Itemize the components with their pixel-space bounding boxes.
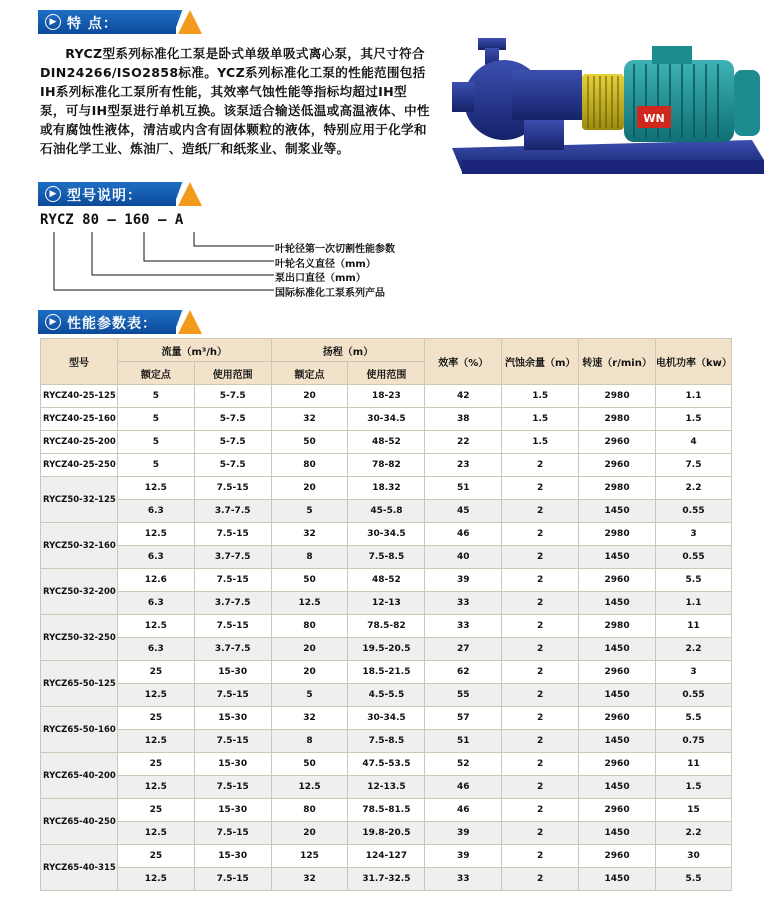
table-row <box>41 523 732 546</box>
col-header-efficiency: 效率（%） <box>425 339 502 385</box>
cell-hr: 47.5-53.5 <box>348 753 425 776</box>
table-row <box>41 546 732 569</box>
section-header-features <box>38 10 200 34</box>
table-row <box>41 799 732 822</box>
cell-qr: 3.7-7.5 <box>194 546 271 569</box>
cell-kw: 2.2 <box>656 477 732 500</box>
cell-hr: 48-52 <box>348 431 425 454</box>
cell-hr: 12-13 <box>348 592 425 615</box>
cell-hr: 19.5-20.5 <box>348 638 425 661</box>
cell-qr: 15-30 <box>194 661 271 684</box>
cell-h: 12.5 <box>271 776 348 799</box>
cell-rpm: 2980 <box>579 477 656 500</box>
cell-eff: 62 <box>425 661 502 684</box>
cell-h: 32 <box>271 523 348 546</box>
cell-model: RYCZ40-25-125 <box>41 385 118 408</box>
cell-kw: 5.5 <box>656 707 732 730</box>
cell-q: 12.5 <box>117 684 194 707</box>
cell-kw: 2.2 <box>656 822 732 845</box>
cell-npsh: 2 <box>502 684 579 707</box>
cell-kw: 3 <box>656 523 732 546</box>
cell-eff: 23 <box>425 454 502 477</box>
section-header-model <box>38 182 200 206</box>
cell-eff: 46 <box>425 799 502 822</box>
table-row <box>41 408 732 431</box>
cell-q: 12.6 <box>117 569 194 592</box>
cell-rpm: 2960 <box>579 454 656 477</box>
table-body <box>41 385 732 891</box>
model-code-connectors <box>40 228 280 298</box>
intro-paragraph: RYCZ型系列标准化工泵是卧式单级单吸式离心泵，其尺寸符合DIN24266/ISO2858标准。YCZ系列标准化工泵的性能范围包括IH系列标准化工泵所有性能，其效率气蚀性能等指标均超过IH型泵，可与IH型泵进行单机互换。该泵适合输送低温或高温液体、中性或有腐蚀性液体，清洁或内含有固体颗粒的液体，特别应用于化学和石油化学工业、炼油厂、造纸厂和纸浆业、制浆业等。 <box>40 46 430 156</box>
cell-model: RYCZ65-50-125 <box>41 661 118 707</box>
table-row <box>41 822 732 845</box>
cell-model: RYCZ40-25-200 <box>41 431 118 454</box>
col-header-head: 扬程（m） <box>271 339 425 362</box>
cell-h: 32 <box>271 707 348 730</box>
cell-q: 12.5 <box>117 730 194 753</box>
cell-hr: 78.5-81.5 <box>348 799 425 822</box>
cell-kw: 3 <box>656 661 732 684</box>
legend-item: 国际标准化工泵系列产品 <box>275 288 385 299</box>
cell-model: RYCZ50-32-200 <box>41 569 118 615</box>
cell-qr: 5-7.5 <box>194 431 271 454</box>
cell-qr: 7.5-15 <box>194 868 271 891</box>
table-row <box>41 477 732 500</box>
legend-item: 叶轮名义直径（mm） <box>275 259 376 270</box>
cell-npsh: 1.5 <box>502 431 579 454</box>
cell-q: 12.5 <box>117 523 194 546</box>
col-subheader: 使用范围 <box>348 362 425 385</box>
cell-qr: 7.5-15 <box>194 615 271 638</box>
cell-rpm: 1450 <box>579 500 656 523</box>
table-row <box>41 661 732 684</box>
cell-q: 6.3 <box>117 500 194 523</box>
cell-qr: 7.5-15 <box>194 569 271 592</box>
cell-h: 20 <box>271 477 348 500</box>
cell-rpm: 2960 <box>579 569 656 592</box>
cell-rpm: 1450 <box>579 868 656 891</box>
cell-hr: 48-52 <box>348 569 425 592</box>
cell-qr: 7.5-15 <box>194 776 271 799</box>
cell-h: 32 <box>271 868 348 891</box>
cell-qr: 3.7-7.5 <box>194 500 271 523</box>
cell-eff: 57 <box>425 707 502 730</box>
cell-rpm: 2960 <box>579 799 656 822</box>
cell-h: 20 <box>271 661 348 684</box>
cell-qr: 15-30 <box>194 845 271 868</box>
cell-eff: 46 <box>425 523 502 546</box>
cell-eff: 40 <box>425 546 502 569</box>
cell-h: 20 <box>271 385 348 408</box>
cell-hr: 124-127 <box>348 845 425 868</box>
cell-model: RYCZ50-32-160 <box>41 523 118 569</box>
table-row <box>41 500 732 523</box>
cell-eff: 55 <box>425 684 502 707</box>
cell-npsh: 2 <box>502 546 579 569</box>
col-subheader: 额定点 <box>271 362 348 385</box>
cell-kw: 1.5 <box>656 408 732 431</box>
cell-model: RYCZ40-25-250 <box>41 454 118 477</box>
section-title: 特 点： <box>67 16 118 32</box>
cell-hr: 4.5-5.5 <box>348 684 425 707</box>
orange-stripe <box>178 10 202 34</box>
cell-npsh: 2 <box>502 707 579 730</box>
table-row <box>41 730 732 753</box>
table-row <box>41 431 732 454</box>
cell-rpm: 1450 <box>579 546 656 569</box>
cell-eff: 51 <box>425 730 502 753</box>
cell-hr: 45-5.8 <box>348 500 425 523</box>
cell-hr: 30-34.5 <box>348 408 425 431</box>
cell-eff: 33 <box>425 868 502 891</box>
cell-npsh: 2 <box>502 500 579 523</box>
cell-q: 6.3 <box>117 546 194 569</box>
table-row <box>41 385 732 408</box>
cell-h: 5 <box>271 500 348 523</box>
cell-h: 80 <box>271 799 348 822</box>
cell-q: 25 <box>117 661 194 684</box>
cell-h: 125 <box>271 845 348 868</box>
table-row <box>41 569 732 592</box>
cell-model: RYCZ65-40-250 <box>41 799 118 845</box>
cell-qr: 5-7.5 <box>194 408 271 431</box>
cell-qr: 3.7-7.5 <box>194 592 271 615</box>
cell-hr: 18-23 <box>348 385 425 408</box>
cell-q: 12.5 <box>117 615 194 638</box>
cell-rpm: 2960 <box>579 707 656 730</box>
cell-rpm: 2980 <box>579 523 656 546</box>
cell-q: 12.5 <box>117 822 194 845</box>
table-row <box>41 753 732 776</box>
col-subheader: 额定点 <box>117 362 194 385</box>
cell-npsh: 2 <box>502 592 579 615</box>
cell-hr: 7.5-8.5 <box>348 546 425 569</box>
legend-item: 叶轮径第一次切割性能参数 <box>275 244 395 255</box>
cell-eff: 27 <box>425 638 502 661</box>
cell-q: 25 <box>117 707 194 730</box>
model-code: RYCZ 80 – 160 – A <box>40 212 184 228</box>
cell-eff: 39 <box>425 845 502 868</box>
cell-rpm: 2960 <box>579 753 656 776</box>
cell-kw: 0.55 <box>656 684 732 707</box>
cell-qr: 15-30 <box>194 753 271 776</box>
pump-image <box>452 30 767 190</box>
cell-h: 50 <box>271 569 348 592</box>
cell-hr: 18.32 <box>348 477 425 500</box>
cell-h: 8 <box>271 546 348 569</box>
cell-q: 25 <box>117 799 194 822</box>
cell-rpm: 1450 <box>579 776 656 799</box>
cell-q: 12.5 <box>117 868 194 891</box>
cell-rpm: 1450 <box>579 822 656 845</box>
cell-rpm: 2960 <box>579 661 656 684</box>
cell-npsh: 2 <box>502 753 579 776</box>
cell-qr: 15-30 <box>194 799 271 822</box>
cell-qr: 7.5-15 <box>194 730 271 753</box>
cell-eff: 52 <box>425 753 502 776</box>
cell-kw: 0.55 <box>656 546 732 569</box>
cell-hr: 30-34.5 <box>348 523 425 546</box>
cell-kw: 1.1 <box>656 592 732 615</box>
cell-eff: 39 <box>425 569 502 592</box>
cell-eff: 33 <box>425 592 502 615</box>
cell-kw: 1.5 <box>656 776 732 799</box>
section-title: 性能参数表： <box>67 316 157 332</box>
cell-h: 12.5 <box>271 592 348 615</box>
arrow-right-icon: ▶ <box>45 314 61 330</box>
section-header-perf <box>38 310 200 334</box>
cell-h: 5 <box>271 684 348 707</box>
cell-npsh: 1.5 <box>502 408 579 431</box>
col-subheader: 使用范围 <box>194 362 271 385</box>
cell-q: 12.5 <box>117 477 194 500</box>
cell-kw: 0.75 <box>656 730 732 753</box>
cell-npsh: 2 <box>502 868 579 891</box>
cell-npsh: 2 <box>502 730 579 753</box>
cell-npsh: 2 <box>502 615 579 638</box>
cell-rpm: 1450 <box>579 638 656 661</box>
cell-q: 6.3 <box>117 592 194 615</box>
cell-rpm: 2960 <box>579 431 656 454</box>
cell-hr: 31.7-32.5 <box>348 868 425 891</box>
cell-eff: 38 <box>425 408 502 431</box>
cell-eff: 46 <box>425 776 502 799</box>
cell-q: 12.5 <box>117 776 194 799</box>
cell-model: RYCZ40-25-160 <box>41 408 118 431</box>
cell-h: 20 <box>271 822 348 845</box>
cell-rpm: 2980 <box>579 615 656 638</box>
cell-eff: 22 <box>425 431 502 454</box>
arrow-right-icon: ▶ <box>45 14 61 30</box>
cell-hr: 12-13.5 <box>348 776 425 799</box>
col-header-speed: 转速（r/min） <box>579 339 656 385</box>
table-row <box>41 684 732 707</box>
cell-npsh: 2 <box>502 822 579 845</box>
cell-model: RYCZ65-40-200 <box>41 753 118 799</box>
cell-h: 32 <box>271 408 348 431</box>
cell-qr: 7.5-15 <box>194 822 271 845</box>
table-row <box>41 845 732 868</box>
cell-eff: 33 <box>425 615 502 638</box>
cell-kw: 0.55 <box>656 500 732 523</box>
cell-hr: 7.5-8.5 <box>348 730 425 753</box>
cell-kw: 30 <box>656 845 732 868</box>
cell-rpm: 2980 <box>579 385 656 408</box>
col-header-npsh: 汽蚀余量（m） <box>502 339 579 385</box>
cell-hr: 19.8-20.5 <box>348 822 425 845</box>
orange-stripe <box>178 182 202 206</box>
cell-model: RYCZ50-32-250 <box>41 615 118 661</box>
cell-hr: 30-34.5 <box>348 707 425 730</box>
table-row <box>41 776 732 799</box>
cell-q: 5 <box>117 454 194 477</box>
table-row <box>41 707 732 730</box>
cell-npsh: 2 <box>502 638 579 661</box>
section-title: 型号说明： <box>67 188 142 204</box>
cell-eff: 42 <box>425 385 502 408</box>
legend-item: 泵出口直径（mm） <box>275 273 366 284</box>
cell-qr: 5-7.5 <box>194 385 271 408</box>
table-row <box>41 454 732 477</box>
cell-rpm: 1450 <box>579 684 656 707</box>
col-header-power: 电机功率（kw） <box>656 339 732 385</box>
cell-q: 5 <box>117 408 194 431</box>
cell-rpm: 2960 <box>579 845 656 868</box>
cell-npsh: 1.5 <box>502 385 579 408</box>
cell-model: RYCZ50-32-125 <box>41 477 118 523</box>
cell-npsh: 2 <box>502 776 579 799</box>
cell-rpm: 1450 <box>579 730 656 753</box>
cell-kw: 4 <box>656 431 732 454</box>
cell-kw: 15 <box>656 799 732 822</box>
table-row <box>41 592 732 615</box>
cell-kw: 5.5 <box>656 569 732 592</box>
cell-qr: 5-7.5 <box>194 454 271 477</box>
cell-kw: 11 <box>656 753 732 776</box>
cell-kw: 1.1 <box>656 385 732 408</box>
cell-kw: 5.5 <box>656 868 732 891</box>
cell-npsh: 2 <box>502 845 579 868</box>
cell-hr: 78-82 <box>348 454 425 477</box>
table-row <box>41 868 732 891</box>
cell-h: 20 <box>271 638 348 661</box>
cell-q: 6.3 <box>117 638 194 661</box>
orange-stripe <box>178 310 202 334</box>
cell-kw: 11 <box>656 615 732 638</box>
cell-hr: 78.5-82 <box>348 615 425 638</box>
cell-qr: 7.5-15 <box>194 684 271 707</box>
performance-table <box>40 338 732 891</box>
cell-h: 80 <box>271 454 348 477</box>
cell-model: RYCZ65-40-315 <box>41 845 118 891</box>
cell-rpm: 2980 <box>579 408 656 431</box>
cell-kw: 2.2 <box>656 638 732 661</box>
col-header-model: 型号 <box>41 339 118 385</box>
col-header-flow: 流量（m³/h） <box>117 339 271 362</box>
cell-q: 5 <box>117 431 194 454</box>
cell-q: 25 <box>117 753 194 776</box>
arrow-right-icon: ▶ <box>45 186 61 202</box>
cell-kw: 7.5 <box>656 454 732 477</box>
cell-npsh: 2 <box>502 569 579 592</box>
cell-qr: 7.5-15 <box>194 523 271 546</box>
cell-npsh: 2 <box>502 477 579 500</box>
pump-logo-text: WN <box>643 112 665 125</box>
cell-npsh: 2 <box>502 454 579 477</box>
cell-model: RYCZ65-50-160 <box>41 707 118 753</box>
cell-rpm: 1450 <box>579 592 656 615</box>
cell-npsh: 2 <box>502 661 579 684</box>
cell-h: 8 <box>271 730 348 753</box>
cell-q: 25 <box>117 845 194 868</box>
cell-qr: 15-30 <box>194 707 271 730</box>
cell-h: 80 <box>271 615 348 638</box>
cell-eff: 51 <box>425 477 502 500</box>
cell-h: 50 <box>271 431 348 454</box>
cell-qr: 3.7-7.5 <box>194 638 271 661</box>
table-row <box>41 615 732 638</box>
cell-q: 5 <box>117 385 194 408</box>
cell-npsh: 2 <box>502 523 579 546</box>
cell-h: 50 <box>271 753 348 776</box>
cell-qr: 7.5-15 <box>194 477 271 500</box>
cell-eff: 39 <box>425 822 502 845</box>
table-row <box>41 638 732 661</box>
cell-hr: 18.5-21.5 <box>348 661 425 684</box>
cell-eff: 45 <box>425 500 502 523</box>
cell-npsh: 2 <box>502 799 579 822</box>
